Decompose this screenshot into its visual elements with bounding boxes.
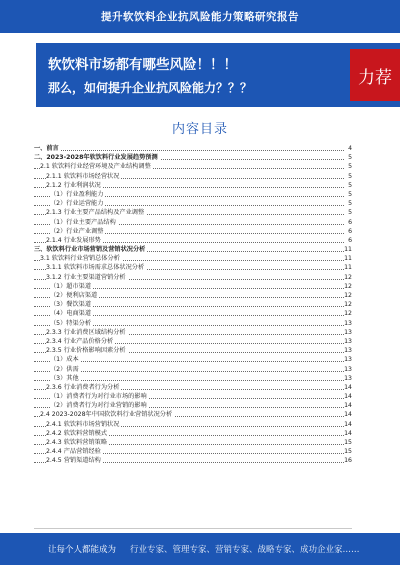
toc-entry[interactable] xyxy=(34,392,352,401)
toc-entry-title: （1）消费者行为对行业市场的影响 xyxy=(50,393,147,401)
toc-entry-title: 2.4.5 营销渠道结构 xyxy=(46,457,101,465)
toc-entry-page: 11 xyxy=(344,255,352,263)
toc-entry[interactable] xyxy=(34,429,352,438)
toc-entry-page: 12 xyxy=(344,273,352,281)
toc-entry[interactable] xyxy=(34,309,352,318)
toc-entry-title: 二、2023-2028年软饮料行业发展趋势预测 xyxy=(34,154,158,162)
toc-title: 内容目录 xyxy=(171,122,228,137)
toc-entry-title: 2.3.5 行业价格影响因素分析 xyxy=(46,347,126,355)
brand-stamp xyxy=(350,49,400,101)
toc-entry-title: （2）便利店渠道 xyxy=(50,292,98,299)
toc-entry-title: （1）成本 xyxy=(50,356,79,364)
toc-entry-page: 13 xyxy=(344,356,352,364)
toc-entry-title: 3.1 软饮料行业营销总体分析 xyxy=(40,255,120,263)
toc-entry-page: 15 xyxy=(344,439,352,446)
brand-stamp-text: 力荐 xyxy=(358,67,392,88)
toc-entry-title: （2）供需 xyxy=(50,365,79,373)
toc-entry-page: 5 xyxy=(344,162,352,171)
toc-entry-title: （2）行业运营能力 xyxy=(50,200,104,208)
toc-entry-title: （3）其他 xyxy=(50,374,79,382)
toc-entry[interactable] xyxy=(34,319,352,328)
toc-entry-title: （3）餐饮渠道 xyxy=(50,301,92,309)
toc-entry-title: （5）特渠分析 xyxy=(50,319,92,327)
toc-entry[interactable] xyxy=(34,282,352,291)
toc-entry[interactable] xyxy=(34,245,352,254)
toc-entry[interactable] xyxy=(34,438,352,447)
divider xyxy=(34,528,352,529)
toc-entry-page: 16 xyxy=(344,457,352,465)
toc-entry-page: 5 xyxy=(344,208,352,217)
report-title: 提升软饮料企业抗风险能力策略研究报告 xyxy=(101,11,299,23)
toc-entry[interactable] xyxy=(34,263,352,272)
toc-entry-page: 13 xyxy=(344,328,352,336)
toc-entry-page: 5 xyxy=(344,153,352,162)
toc-entry-title: 2.3.6 行业消费者行为分析 xyxy=(46,383,120,391)
footer-roles: 行业专家、管理专家、营销专家、战略专家、成功企业家…… xyxy=(130,545,360,555)
toc-entry-page: 6 xyxy=(344,236,352,245)
toc-entry-title: 2.3.3 行业消费区域结构分析 xyxy=(46,328,126,336)
toc-entry[interactable] xyxy=(34,355,352,364)
toc-entry-page: 5 xyxy=(344,181,352,190)
toc-entry-title: 2.1.1 软饮料市场经营状况 xyxy=(46,172,120,180)
report-header xyxy=(0,0,400,33)
toc-entry-page: 4 xyxy=(344,144,352,153)
toc-entry[interactable] xyxy=(34,383,352,392)
toc-entry-page: 14 xyxy=(344,383,352,391)
toc-entry-title: （4）电商渠道 xyxy=(50,310,92,318)
toc-entry[interactable] xyxy=(34,162,352,171)
toc-entry[interactable] xyxy=(34,181,352,190)
toc-entry[interactable] xyxy=(34,218,352,227)
toc-entry-page: 5 xyxy=(344,190,352,199)
table-of-contents xyxy=(34,144,352,466)
toc-entry-title: 3.1.1 软饮料市场需求总体状况分析 xyxy=(46,264,145,272)
toc-entry[interactable] xyxy=(34,208,352,217)
banner-question-1: 软饮料市场都有哪些风险！！！ xyxy=(48,57,237,73)
toc-entry-title: 2.3.4 行业产品价格分析 xyxy=(46,337,114,345)
toc-entry-title: （1）行业盈利能力 xyxy=(50,190,104,198)
toc-entry-title: 2.1.2 行业利润状况 xyxy=(46,181,101,189)
toc-entry-title: （1）行业主要产品结构 xyxy=(50,218,116,226)
toc-entry-page: 12 xyxy=(344,292,352,299)
toc-entry-page: 6 xyxy=(344,227,352,236)
toc-entry-page: 14 xyxy=(344,429,352,437)
question-banner xyxy=(36,43,400,107)
toc-entry[interactable] xyxy=(34,291,352,300)
toc-entry-page: 5 xyxy=(344,172,352,181)
toc-entry-title: 2.4.3 软饮料营销策略 xyxy=(46,439,108,446)
toc-entry-page: 11 xyxy=(344,246,352,254)
toc-entry[interactable] xyxy=(34,190,352,199)
toc-entry[interactable] xyxy=(34,199,352,208)
toc-entry[interactable] xyxy=(34,374,352,383)
toc-entry[interactable] xyxy=(34,346,352,355)
toc-entry-title: 2.4.2 软饮料营销模式 xyxy=(46,429,108,437)
toc-entry-title: 2.1.3 行业主要产品结构及产业调整 xyxy=(46,209,145,217)
toc-entry[interactable] xyxy=(34,420,352,429)
toc-entry[interactable] xyxy=(34,401,352,410)
toc-entry[interactable] xyxy=(34,273,352,282)
toc-entry-title: 2.4.4 产品营销经验 xyxy=(46,448,101,456)
toc-entry-title: 3.1.2 行业主要渠道营销分析 xyxy=(46,273,126,281)
footer-bar xyxy=(0,533,400,565)
toc-entry[interactable] xyxy=(34,144,352,153)
toc-entry-page: 13 xyxy=(344,365,352,373)
toc-entry-page: 13 xyxy=(344,347,352,355)
toc-entry[interactable] xyxy=(34,172,352,181)
toc-entry[interactable] xyxy=(34,254,352,263)
toc-entry[interactable] xyxy=(34,456,352,465)
toc-entry-page: 15 xyxy=(344,448,352,456)
toc-entry[interactable] xyxy=(34,300,352,309)
toc-entry-page: 5 xyxy=(344,199,352,208)
toc-entry-page: 12 xyxy=(344,301,352,309)
toc-entry-page: 12 xyxy=(344,282,352,290)
toc-entry-page: 11 xyxy=(344,264,352,272)
toc-entry[interactable] xyxy=(34,410,352,419)
toc-entry-page: 6 xyxy=(344,218,352,227)
toc-entry-title: （2）消费者行为对行业营销的影响 xyxy=(50,402,147,410)
toc-entry-title: 2.1.4 行业发展形势 xyxy=(46,236,101,244)
toc-entry-page: 13 xyxy=(344,337,352,345)
toc-entry-title: （2）行业产业调整 xyxy=(50,227,104,235)
toc-entry-title: 2.1 软饮料行业经营环境及产业结构调整 xyxy=(40,163,151,171)
toc-entry-title: （1）超市渠道 xyxy=(50,282,92,290)
toc-entry-page: 13 xyxy=(344,319,352,327)
toc-entry[interactable] xyxy=(34,337,352,346)
toc-entry[interactable] xyxy=(34,236,352,245)
toc-entry[interactable] xyxy=(34,227,352,236)
toc-entry-page: 14 xyxy=(344,402,352,410)
toc-entry-title: 一、前言 xyxy=(34,145,59,152)
toc-leader-dots xyxy=(34,150,344,151)
toc-entry-page: 12 xyxy=(344,310,352,318)
toc-entry-page: 14 xyxy=(344,411,352,419)
banner-question-2: 那么，如何提升企业抗风险能力？？？ xyxy=(48,81,253,95)
toc-entry-page: 13 xyxy=(344,374,352,382)
toc-entry-page: 14 xyxy=(344,393,352,401)
toc-entry-title: 三、软饮料行业市场营销及营销状况分析 xyxy=(34,246,146,254)
toc-entry-page: 14 xyxy=(344,420,352,428)
toc-entry-title: 2.4.1 软饮料市场营销状况 xyxy=(46,420,120,428)
toc-entry[interactable] xyxy=(34,447,352,456)
footer-slogan: 让每个人都能成为 xyxy=(48,545,117,555)
toc-entry-title: 2.4 2023-2028年中国软饮料行业营销状况分析 xyxy=(40,411,173,419)
toc-entry[interactable] xyxy=(34,153,352,162)
toc-entry[interactable] xyxy=(34,365,352,374)
toc-entry[interactable] xyxy=(34,328,352,337)
